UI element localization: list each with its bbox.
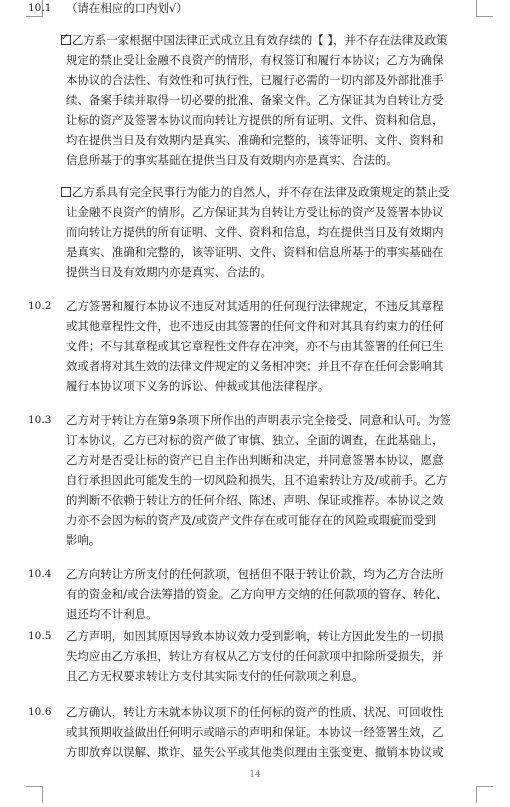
option-b-line: 是真实、准确和完整的，该等证明、文件、资料和信息所基于的事实基础在 xyxy=(66,245,444,259)
clause-line: 退还均不计利息。 xyxy=(66,607,158,621)
page-corner-mark xyxy=(26,786,43,803)
clause-line: 文件；不与其章程或其它章程性文件存在冲突，亦不与由其签署的任何已生 xyxy=(66,339,444,353)
clause-number: 10.4 xyxy=(28,568,52,580)
option-b-line: 乙方系具有完全民事行为能力的自然人，并不存在法律及政策规定的禁止受 xyxy=(61,185,450,199)
clause-line: 方即放弃以误解、欺诈、显失公平或其他类似理由主张变更、撤销本协议或 xyxy=(66,745,444,759)
clause-line: 乙方确认，转让方未就本协议项下的任何标的资产的性质、状况、可回收性 xyxy=(66,705,444,719)
clause-header: （请在相应的口内划√） xyxy=(66,1,188,15)
option-b-line: 提供当日及有效期内亦是真实、合法的。 xyxy=(66,265,272,279)
checked-box-icon[interactable] xyxy=(61,35,71,45)
clause-line: 影响。 xyxy=(66,533,101,547)
clause-line: 的判断不依赖于转让方的任何介绍、陈述、声明、保证或推荐。本协议之效 xyxy=(66,493,444,507)
option-a-line: 规定的禁止受让金融不良资产的情形，有权签订和履行本协议；乙方为确保 xyxy=(66,53,444,67)
clause-line: 失均应由乙方承担，转让方有权从乙方支付的任何款项中扣除所受损失，并 xyxy=(66,649,444,663)
page-number: 14 xyxy=(249,770,261,780)
clause-line: 效或者将对其生效的法律文件规定的义务相冲突；并且不存在任何会影响其 xyxy=(66,359,444,373)
clause-number: 10.5 xyxy=(28,630,52,642)
clause-number: 10.6 xyxy=(28,706,52,718)
clause-line: 乙方声明，如因其原因导致本协议效力受到影响，转让方因此发生的一切损 xyxy=(66,629,444,643)
clause-line: 自行承担因此可能发生的一切风险和损失，且不追索转让方及/或前手。乙方 xyxy=(66,473,448,487)
option-b-line: 让金融不良资产的情形。乙方保证其为自转让方受让标的资产及签署本协议 xyxy=(66,205,444,219)
clause-line: 且乙方无权要求转让方支付其实际支付的任何款项之利息。 xyxy=(66,669,364,683)
clause-line: 订本协议，乙方已对标的资产做了审慎、独立、全面的调查，在此基础上， xyxy=(66,433,444,447)
clause-line: 有的资金和/或合法筹措的资金。乙方向甲方交纳的任何款项的管存、转化、 xyxy=(66,587,448,601)
option-a-line: 续、备案手续并取得一切必要的批准、备案文件。乙方保证其为自转让方受 xyxy=(66,93,444,107)
clause-line: 或其预期收益做出任何明示或暗示的声明和保证。本协议一经签署生效，乙 xyxy=(66,725,444,739)
clause-line: 乙方向转让方所支付的任何款项，包括但不限于转让价款，均为乙方合法所 xyxy=(66,567,444,581)
option-a-line: ✓乙方系一家根据中国法律正式成立且有效存续的【 】，并不存在法律及政策 xyxy=(61,33,448,47)
clause-line: 乙方签署和履行本协议不违反对其适用的任何现行法律规定，不违反其章程 xyxy=(66,299,444,313)
clause-line: 履行本协议项下义务的诉讼、仲裁或其他法律程序。 xyxy=(66,379,330,393)
clause-number: 10.3 xyxy=(28,414,52,426)
page-corner-mark xyxy=(476,0,493,17)
clause-number: 10.2 xyxy=(28,300,52,312)
clause-line: 或其他章程性文件，也不违反由其签署的任何文件和对其具有约束力的任何 xyxy=(66,319,444,333)
option-a-line: 让标的资产及签署本协议而向转让方提供的所有证明、文件、资料和信息， xyxy=(66,113,444,127)
option-a-line: 本协议的合法性、有效性和可执行性，已履行必需的一切内部及外部批准手 xyxy=(66,73,444,87)
clause-number: 10.1 xyxy=(28,2,52,14)
option-a-line: 信息所基于的事实基础在提供当日及有效期内亦是真实、合法的。 xyxy=(66,153,398,167)
option-a-line: 均在提供当日及有效期内是真实、准确和完整的，该等证明、文件、资料和 xyxy=(66,133,444,147)
clause-line: 乙方对于转让方在第9条项下所作出的声明表示完全接受、同意和认可。为签 xyxy=(66,413,451,427)
option-b-line: 而向转让方提供的所有证明、文件、资料和信息，均在提供当日及有效期内 xyxy=(66,225,444,239)
page-corner-mark xyxy=(476,786,493,803)
clause-line: 力亦不会因为标的资产及/或资产文件存在或可能存在的风险或瑕疵而受到 xyxy=(66,513,436,527)
checkbox-icon[interactable] xyxy=(61,187,71,197)
clause-line: 乙方对是否受让标的资产已自主作出判断和决定，并同意签署本协议，愿意 xyxy=(66,453,444,467)
